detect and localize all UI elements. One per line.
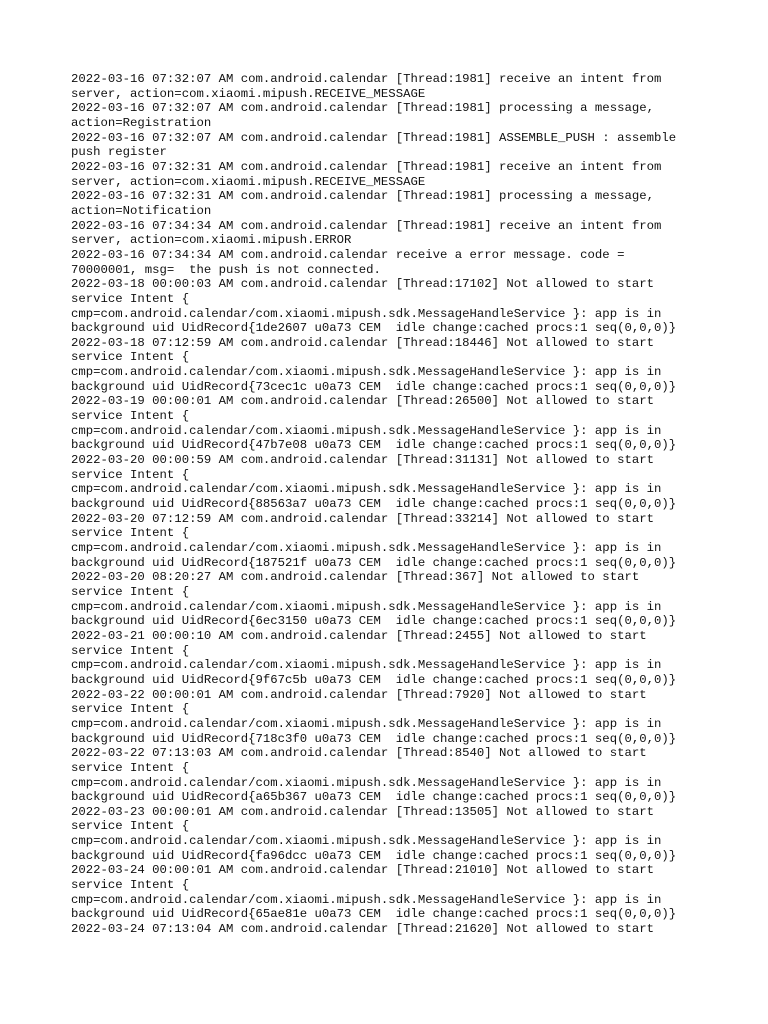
log-line: cmp=com.android.calendar/com.xiaomi.mipush.sdk.MessageHandleService }: app is in — [71, 365, 662, 380]
log-line: 2022-03-21 00:00:10 AM com.android.calendar [Thread:2455] Not allowed to start — [71, 628, 647, 643]
log-line: service Intent { — [71, 643, 190, 658]
log-line: cmp=com.android.calendar/com.xiaomi.mipush.sdk.MessageHandleService }: app is in — [71, 482, 662, 497]
log-line: 2022-03-22 07:13:03 AM com.android.calendar [Thread:8540] Not allowed to start — [71, 746, 647, 761]
log-line: service Intent { — [71, 819, 190, 834]
log-line: cmp=com.android.calendar/com.xiaomi.mipush.sdk.MessageHandleService }: app is in — [71, 599, 662, 614]
log-line: cmp=com.android.calendar/com.xiaomi.mipush.sdk.MessageHandleService }: app is in — [71, 716, 662, 731]
log-line: service Intent { — [71, 467, 190, 482]
log-line: service Intent { — [71, 702, 190, 717]
log-line: cmp=com.android.calendar/com.xiaomi.mipush.sdk.MessageHandleService }: app is in — [71, 423, 662, 438]
log-line: cmp=com.android.calendar/com.xiaomi.mipush.sdk.MessageHandleService }: app is in — [71, 775, 662, 790]
log-line: service Intent { — [71, 584, 190, 599]
log-line: service Intent { — [71, 878, 190, 893]
log-line: server, action=com.xiaomi.mipush.ERROR — [71, 233, 352, 248]
log-line: 2022-03-16 07:32:07 AM com.android.calendar [Thread:1981] processing a message, — [71, 101, 654, 116]
log-line: 2022-03-16 07:34:34 AM com.android.calendar receive a error message. code = — [71, 247, 625, 262]
log-line: 2022-03-20 07:12:59 AM com.android.calendar [Thread:33214] Not allowed to start — [71, 511, 654, 526]
log-line: cmp=com.android.calendar/com.xiaomi.mipush.sdk.MessageHandleService }: app is in — [71, 892, 662, 907]
log-line: push register — [71, 145, 167, 160]
log-line: server, action=com.xiaomi.mipush.RECEIVE_MESSAGE — [71, 174, 426, 189]
log-line: 2022-03-16 07:32:31 AM com.android.calendar [Thread:1981] processing a message, — [71, 189, 654, 204]
log-line: background uid UidRecord{9f67c5b u0a73 CEM idle change:cached procs:1 seq(0,0,0)} — [71, 672, 677, 687]
log-line: action=Registration — [71, 115, 212, 130]
log-line: cmp=com.android.calendar/com.xiaomi.mipush.sdk.MessageHandleService }: app is in — [71, 541, 662, 555]
log-line: background uid UidRecord{a65b367 u0a73 CEM idle change:cached procs:1 seq(0,0,0)} — [71, 790, 677, 805]
log-line: service Intent { — [71, 760, 190, 775]
log-line: service Intent { — [71, 291, 190, 306]
log-line: action=Notification — [71, 203, 212, 218]
log-line: background uid UidRecord{88563a7 u0a73 CEM idle change:cached procs:1 seq(0,0,0)} — [71, 497, 677, 512]
log-line: 2022-03-18 00:00:03 AM com.android.calendar [Thread:17102] Not allowed to start — [71, 277, 654, 292]
log-line: background uid UidRecord{1de2607 u0a73 CEM idle change:cached procs:1 seq(0,0,0)} — [71, 321, 677, 336]
log-line: 2022-03-20 00:00:59 AM com.android.calendar [Thread:31131] Not allowed to start — [71, 453, 654, 468]
log-line: cmp=com.android.calendar/com.xiaomi.mipush.sdk.MessageHandleService }: app is in — [71, 834, 662, 849]
log-line: background uid UidRecord{187521f u0a73 CEM idle change:cached procs:1 seq(0,0,0)} — [71, 555, 677, 570]
log-document — [71, 72, 711, 937]
log-line: service Intent { — [71, 526, 190, 541]
log-line: 2022-03-24 00:00:01 AM com.android.calendar [Thread:21010] Not allowed to start — [71, 863, 654, 878]
log-line: background uid UidRecord{fa96dcc u0a73 CEM idle change:cached procs:1 seq(0,0,0)} — [71, 848, 677, 863]
log-line: 2022-03-24 07:13:04 AM com.android.calendar [Thread:21620] Not allowed to start — [71, 922, 654, 937]
log-line: background uid UidRecord{47b7e08 u0a73 CEM idle change:cached procs:1 seq(0,0,0)} — [71, 438, 677, 453]
log-line: 2022-03-20 08:20:27 AM com.android.calendar [Thread:367] Not allowed to start — [71, 570, 640, 585]
log-line: 2022-03-23 00:00:01 AM com.android.calendar [Thread:13505] Not allowed to start — [71, 804, 654, 819]
log-line: 2022-03-16 07:32:31 AM com.android.calendar [Thread:1981] receive an intent from — [71, 159, 662, 174]
log-line: service Intent { — [71, 350, 190, 365]
log-line: background uid UidRecord{6ec3150 u0a73 CEM idle change:cached procs:1 seq(0,0,0)} — [71, 614, 677, 629]
log-line: background uid UidRecord{718c3f0 u0a73 CEM idle change:cached procs:1 seq(0,0,0)} — [71, 731, 677, 746]
log-line: 70000001, msg= the push is not connected. — [71, 262, 381, 277]
log-line: background uid UidRecord{73cec1c u0a73 CEM idle change:cached procs:1 seq(0,0,0)} — [71, 379, 677, 394]
log-line: 2022-03-16 07:32:07 AM com.android.calendar [Thread:1981] ASSEMBLE_PUSH : assemble — [71, 130, 677, 145]
log-line: 2022-03-19 00:00:01 AM com.android.calendar [Thread:26500] Not allowed to start — [71, 394, 654, 409]
log-line: 2022-03-22 00:00:01 AM com.android.calendar [Thread:7920] Not allowed to start — [71, 687, 647, 702]
log-line: background uid UidRecord{65ae81e u0a73 CEM idle change:cached procs:1 seq(0,0,0)} — [71, 907, 677, 922]
log-line: 2022-03-16 07:32:07 AM com.android.calendar [Thread:1981] receive an intent from — [71, 72, 662, 86]
log-line: cmp=com.android.calendar/com.xiaomi.mipush.sdk.MessageHandleService }: app is in — [71, 306, 662, 321]
log-line: 2022-03-18 07:12:59 AM com.android.calendar [Thread:18446] Not allowed to start — [71, 335, 654, 350]
log-line: 2022-03-16 07:34:34 AM com.android.calendar [Thread:1981] receive an intent from — [71, 218, 662, 233]
log-line: server, action=com.xiaomi.mipush.RECEIVE_MESSAGE — [71, 86, 426, 101]
log-line: cmp=com.android.calendar/com.xiaomi.mipush.sdk.MessageHandleService }: app is in — [71, 658, 662, 673]
log-line: service Intent { — [71, 409, 190, 424]
